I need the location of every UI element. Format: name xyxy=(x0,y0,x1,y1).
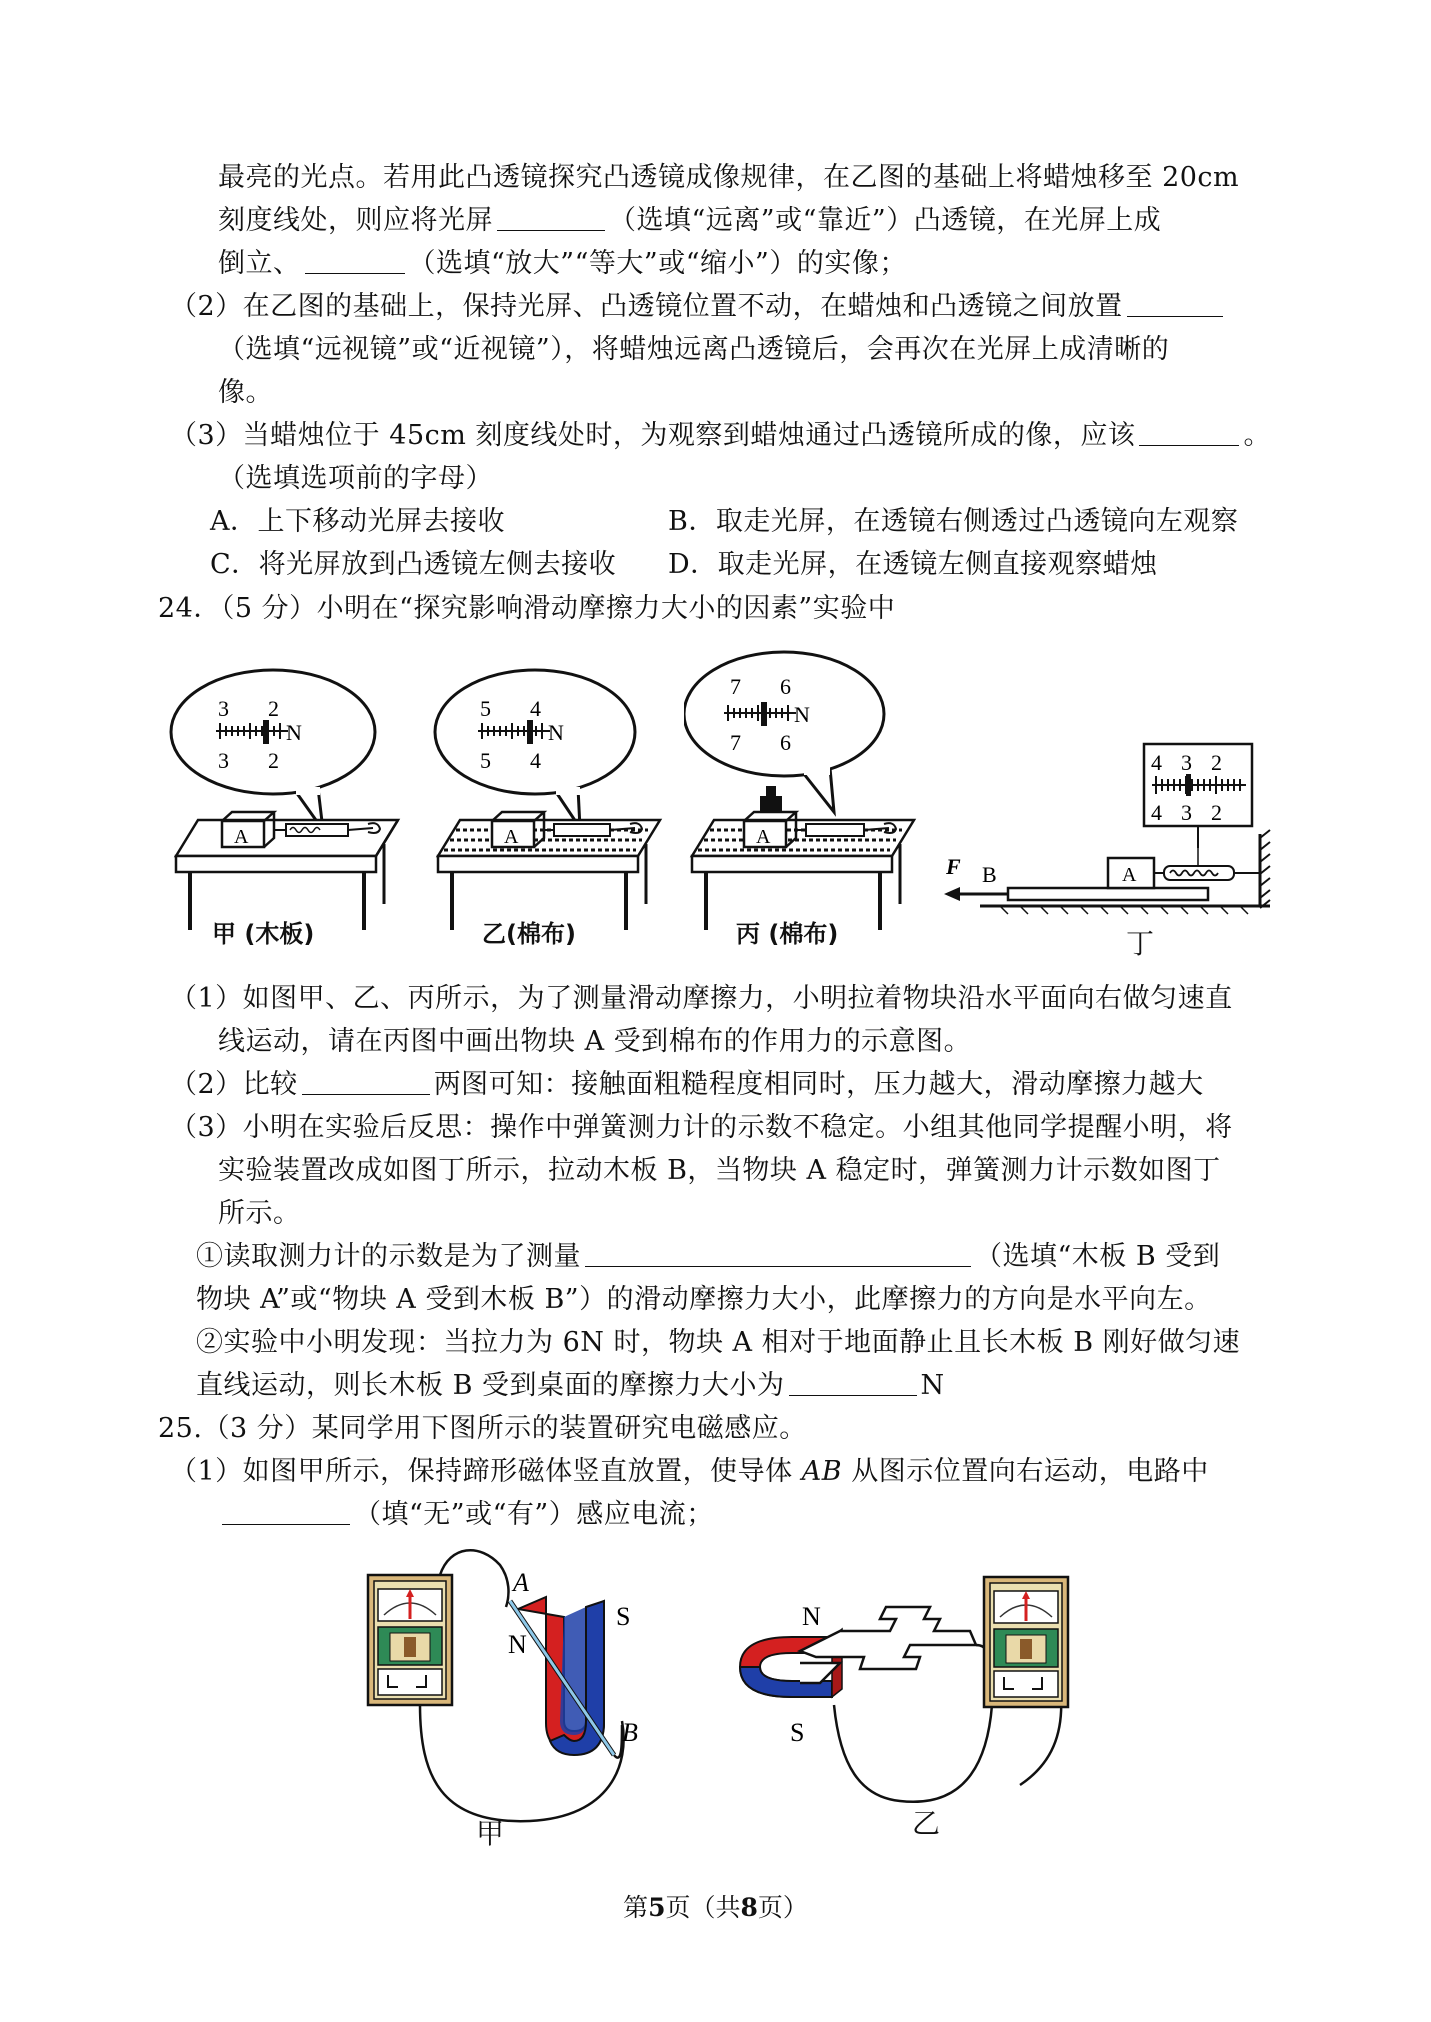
q23-part-3-a: （3）当蜡烛位于 45cm 刻度线处时，为观察到蜡烛通过凸透镜所成的像，应该 xyxy=(170,420,1136,451)
q25-part-1-c: （填“无”或“有”）感应电流； xyxy=(354,1499,714,1530)
q24-sub-1-a: ①读取测力计的示数是为了测量 xyxy=(196,1241,581,1272)
q24-part-3-b: 实验装置改成如图丁所示，拉动木板 B，当物块 A 稳定时，弹簧测力计示数如图丁 xyxy=(218,1155,1221,1186)
q23-part-2 xyxy=(170,290,1227,324)
q24-part-1-a: （1）如图甲、乙、丙所示，为了测量滑动摩擦力，小明拉着物块沿水平面向右做匀速直 xyxy=(170,983,1233,1014)
unit-label: N xyxy=(794,702,810,727)
scale-number: 2 xyxy=(1211,800,1222,825)
scale-reading-box xyxy=(1144,744,1252,826)
scale-number: 3 xyxy=(218,748,229,773)
scale-number: 6 xyxy=(780,674,791,699)
q23-part-2-c: 像。 xyxy=(218,377,273,408)
fig-caption-ding: 丁 xyxy=(1126,927,1155,960)
q23-line-2-b: （选填“远离”或“靠近”）凸透镜，在光屏上成 xyxy=(609,205,1162,236)
scale-number: 6 xyxy=(780,730,791,755)
answer-blank[interactable] xyxy=(222,1500,350,1525)
scale-number: 4 xyxy=(530,748,541,773)
q24-sub-1-c: 物块 A”或“物块 A 受到木板 B”）的滑动摩擦力大小，此摩擦力的方向是水平向左。 xyxy=(196,1284,1212,1315)
fig-caption-jia: 甲 (木板) xyxy=(212,920,315,948)
pole-label: N xyxy=(802,1602,821,1631)
page-number: 5 xyxy=(648,1893,666,1922)
q24-sub-2 xyxy=(196,1369,945,1403)
scale-number: 3 xyxy=(1181,800,1192,825)
galvanometer-icon xyxy=(984,1577,1068,1707)
scale-number: 7 xyxy=(730,730,741,755)
page-total: 8 xyxy=(740,1893,758,1922)
q24-sub-2-b: 直线运动，则长木板 B 受到桌面的摩擦力大小为 xyxy=(196,1370,785,1401)
scale-number: 3 xyxy=(1181,750,1192,775)
force-label: F xyxy=(946,854,961,879)
scale-number: 7 xyxy=(730,674,741,699)
conductor-label: AB xyxy=(801,1456,843,1487)
wire-loop xyxy=(800,1607,976,1669)
footer-mid: 页（共 xyxy=(665,1893,741,1922)
weight-icon xyxy=(760,796,782,812)
q24-part-3-a: （3）小明在实验后反思：操作中弹簧测力计的示数不稳定。小组其他同学提醒小明，将 xyxy=(170,1112,1233,1143)
q25-part-1 xyxy=(170,1455,1209,1489)
fig-caption-bing: 丙 (棉布) xyxy=(736,920,839,948)
scale-number: 5 xyxy=(480,748,491,773)
fig-caption-yi: 乙(棉布) xyxy=(482,920,576,948)
scale-number: 3 xyxy=(218,696,229,721)
scale-number: 5 xyxy=(480,696,491,721)
q24-part-3-c: 所示。 xyxy=(218,1198,301,1229)
q23-line-3-a: 倒立、 xyxy=(218,248,301,279)
q24-title: 24．（5 分）小明在“探究影响滑动摩擦力大小的因素”实验中 xyxy=(158,593,896,624)
q23-part-3-hint: （选填选项前的字母） xyxy=(218,463,493,494)
period: 。 xyxy=(1243,420,1271,451)
pole-label: B xyxy=(622,1718,638,1747)
q23-option-c: C．将光屏放到凸透镜左侧去接收 xyxy=(210,549,617,580)
friction-figure-bing xyxy=(684,650,924,938)
pole-label: S xyxy=(790,1718,805,1747)
q23-option-a: A．上下移动光屏去接收 xyxy=(210,506,505,537)
pole-label: N xyxy=(508,1630,527,1659)
scale-number: 2 xyxy=(1211,750,1222,775)
answer-blank[interactable] xyxy=(789,1371,917,1396)
answer-blank[interactable] xyxy=(497,206,605,231)
scale-number: 2 xyxy=(268,696,279,721)
q25-part-1-a: （1）如图甲所示，保持蹄形磁体竖直放置，使导体 xyxy=(170,1456,793,1487)
scale-number: 2 xyxy=(268,748,279,773)
answer-blank[interactable] xyxy=(302,1070,430,1095)
friction-figure-yi xyxy=(430,668,670,938)
q23-line-1: 最亮的光点。若用此凸透镜探究凸透镜成像规律，在乙图的基础上将蜡烛移至 20cm xyxy=(218,162,1240,193)
block-label: A xyxy=(756,826,771,848)
spring-scale xyxy=(1154,848,1260,880)
q23-part-2-b: （选填“远视镜”或“近视镜”），将蜡烛远离凸透镜后，会再次在光屏上成清晰的 xyxy=(218,334,1170,365)
fig-caption-yi-25: 乙 xyxy=(912,1807,941,1840)
answer-blank[interactable] xyxy=(585,1242,971,1267)
friction-figure-ding xyxy=(940,738,1280,938)
unit-n: N xyxy=(920,1370,945,1401)
pull-force-arrow xyxy=(944,854,1008,901)
fig-caption-jia-25: 甲 xyxy=(476,1817,505,1850)
pole-label: S xyxy=(616,1602,631,1631)
q24-part-1-b: 线运动，请在丙图中画出物块 A 受到棉布的作用力的示意图。 xyxy=(218,1026,972,1057)
scale-number: 4 xyxy=(530,696,541,721)
answer-blank[interactable] xyxy=(1139,421,1239,446)
q23-line-2-a: 刻度线处，则应将光屏 xyxy=(218,205,493,236)
q25-part-1-b: 从图示位置向右运动，电路中 xyxy=(851,1456,1209,1487)
answer-blank[interactable] xyxy=(1127,292,1223,317)
block-label: A xyxy=(234,826,249,848)
page-footer xyxy=(0,1888,1431,1924)
unit-label: N xyxy=(286,720,302,745)
q23-line-2 xyxy=(218,204,1161,238)
induction-figure-jia xyxy=(360,1545,700,1845)
induction-figure-yi xyxy=(720,1565,1080,1825)
pole-label: A xyxy=(513,1568,529,1597)
answer-blank[interactable] xyxy=(305,249,405,274)
unit-label: N xyxy=(548,720,564,745)
q23-part-2-a: （2）在乙图的基础上，保持光屏、凸透镜位置不动，在蜡烛和凸透镜之间放置 xyxy=(170,291,1123,322)
footer-post: 页） xyxy=(757,1893,808,1922)
q23-line-3 xyxy=(218,247,907,281)
q23-line-3-b: （选填“放大”“等大”或“缩小”）的实像； xyxy=(408,248,907,279)
q24-part-2 xyxy=(170,1068,1204,1102)
footer-pre: 第 xyxy=(623,1893,649,1922)
board-label: B xyxy=(982,862,997,887)
galvanometer-icon xyxy=(368,1575,452,1705)
q23-option-d: D．取走光屏，在透镜左侧直接观察蜡烛 xyxy=(668,549,1158,580)
block-label: A xyxy=(1122,864,1137,886)
q23-option-b: B．取走光屏，在透镜右侧透过凸透镜向左观察 xyxy=(668,506,1239,537)
q24-sub-1-b: （选填“木板 B 受到 xyxy=(975,1241,1221,1272)
q24-sub-1 xyxy=(196,1240,1220,1274)
q25-title: 25.（3 分）某同学用下图所示的装置研究电磁感应。 xyxy=(158,1413,807,1444)
scale-number: 4 xyxy=(1151,750,1162,775)
q24-part-2-a: （2）比较 xyxy=(170,1069,298,1100)
friction-figure-jia xyxy=(168,668,408,938)
scale-number: 4 xyxy=(1151,800,1162,825)
q23-part-3 xyxy=(170,419,1271,453)
q24-part-2-b: 两图可知：接触面粗糙程度相同时，压力越大，滑动摩擦力越大 xyxy=(433,1069,1204,1100)
q25-part-1-line2 xyxy=(218,1498,714,1532)
block-a xyxy=(1108,858,1154,888)
q24-sub-2-a: ②实验中小明发现：当拉力为 6N 时，物块 A 相对于地面静止且长木板 B 刚好做匀速 xyxy=(196,1327,1241,1358)
block-label: A xyxy=(504,826,519,848)
